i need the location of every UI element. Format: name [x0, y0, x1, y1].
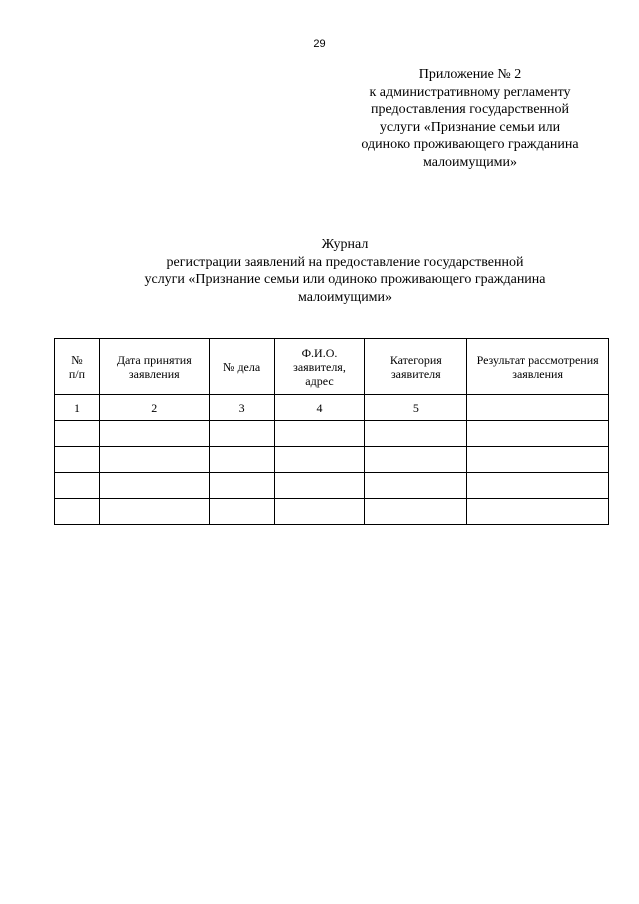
column-number: 3	[209, 395, 274, 421]
header-label: заявления	[128, 366, 180, 381]
header-cell-result	[467, 339, 609, 395]
table-cell	[55, 447, 100, 473]
table-cell	[99, 473, 209, 499]
journal-title: Журнал	[321, 237, 369, 252]
table-cell	[274, 499, 365, 525]
table-cell	[55, 421, 100, 447]
header-label: заявителя,	[293, 359, 346, 374]
appendix-block	[340, 66, 600, 171]
column-number: 1	[55, 395, 100, 421]
table-cell	[365, 473, 467, 499]
table-cell	[209, 421, 274, 447]
header-label: п/п	[68, 366, 86, 381]
header-label: Ф.И.О.	[301, 345, 338, 360]
header-label: Дата принятия	[116, 352, 192, 367]
table-cell	[467, 499, 609, 525]
appendix-line: услуги «Признание семьи или	[379, 119, 561, 135]
journal-subtitle-line: регистрации заявлений на предоставление государственной	[166, 254, 524, 270]
appendix-line: к административному регламенту	[369, 84, 571, 100]
header-label: заявителя	[390, 366, 441, 381]
table-cell	[99, 421, 209, 447]
table-cell	[274, 473, 365, 499]
table-number-row	[55, 395, 609, 421]
header-cell-applicant	[274, 339, 365, 395]
header-cell-category	[365, 339, 467, 395]
table-row	[55, 499, 609, 525]
header-label: адрес	[305, 373, 334, 388]
table-cell	[55, 499, 100, 525]
table-cell	[365, 421, 467, 447]
journal-heading	[90, 236, 600, 306]
table-cell	[209, 473, 274, 499]
table-cell	[467, 421, 609, 447]
appendix-line: малоимущими»	[422, 154, 518, 170]
appendix-line: предоставления государственной	[370, 102, 570, 117]
header-cell-date	[99, 339, 209, 395]
table-cell	[55, 473, 100, 499]
appendix-line: одиноко проживающего гражданина	[361, 137, 579, 152]
table-cell	[467, 473, 609, 499]
column-number: 5	[365, 395, 467, 421]
journal-subtitle-line: услуги «Признание семьи или одиноко проживающего гражданина	[144, 272, 546, 287]
table-row	[55, 447, 609, 473]
header-label: №	[71, 352, 83, 367]
column-number: 2	[99, 395, 209, 421]
page-number: 29	[313, 38, 326, 50]
table-cell	[365, 499, 467, 525]
table-cell	[365, 447, 467, 473]
table-cell	[209, 447, 274, 473]
table-cell	[274, 447, 365, 473]
header-label: Категория	[389, 352, 442, 367]
header-cell-case	[209, 339, 274, 395]
registration-table	[54, 338, 609, 525]
table-cell	[209, 499, 274, 525]
table-header-row	[55, 339, 609, 395]
table-row	[55, 421, 609, 447]
table-cell	[274, 421, 365, 447]
appendix-line: Приложение № 2	[418, 67, 522, 82]
header-label: Результат рассмотрения	[476, 352, 599, 367]
empty-rows	[55, 421, 609, 525]
journal-subtitle-line: малоимущими»	[297, 289, 393, 305]
column-number	[467, 395, 609, 421]
table-cell	[99, 447, 209, 473]
header-label: № дела	[223, 359, 261, 374]
header-cell-number	[55, 339, 100, 395]
table-cell	[99, 499, 209, 525]
table-cell	[467, 447, 609, 473]
table-row	[55, 473, 609, 499]
column-number: 4	[274, 395, 365, 421]
header-label: заявления	[512, 366, 563, 381]
